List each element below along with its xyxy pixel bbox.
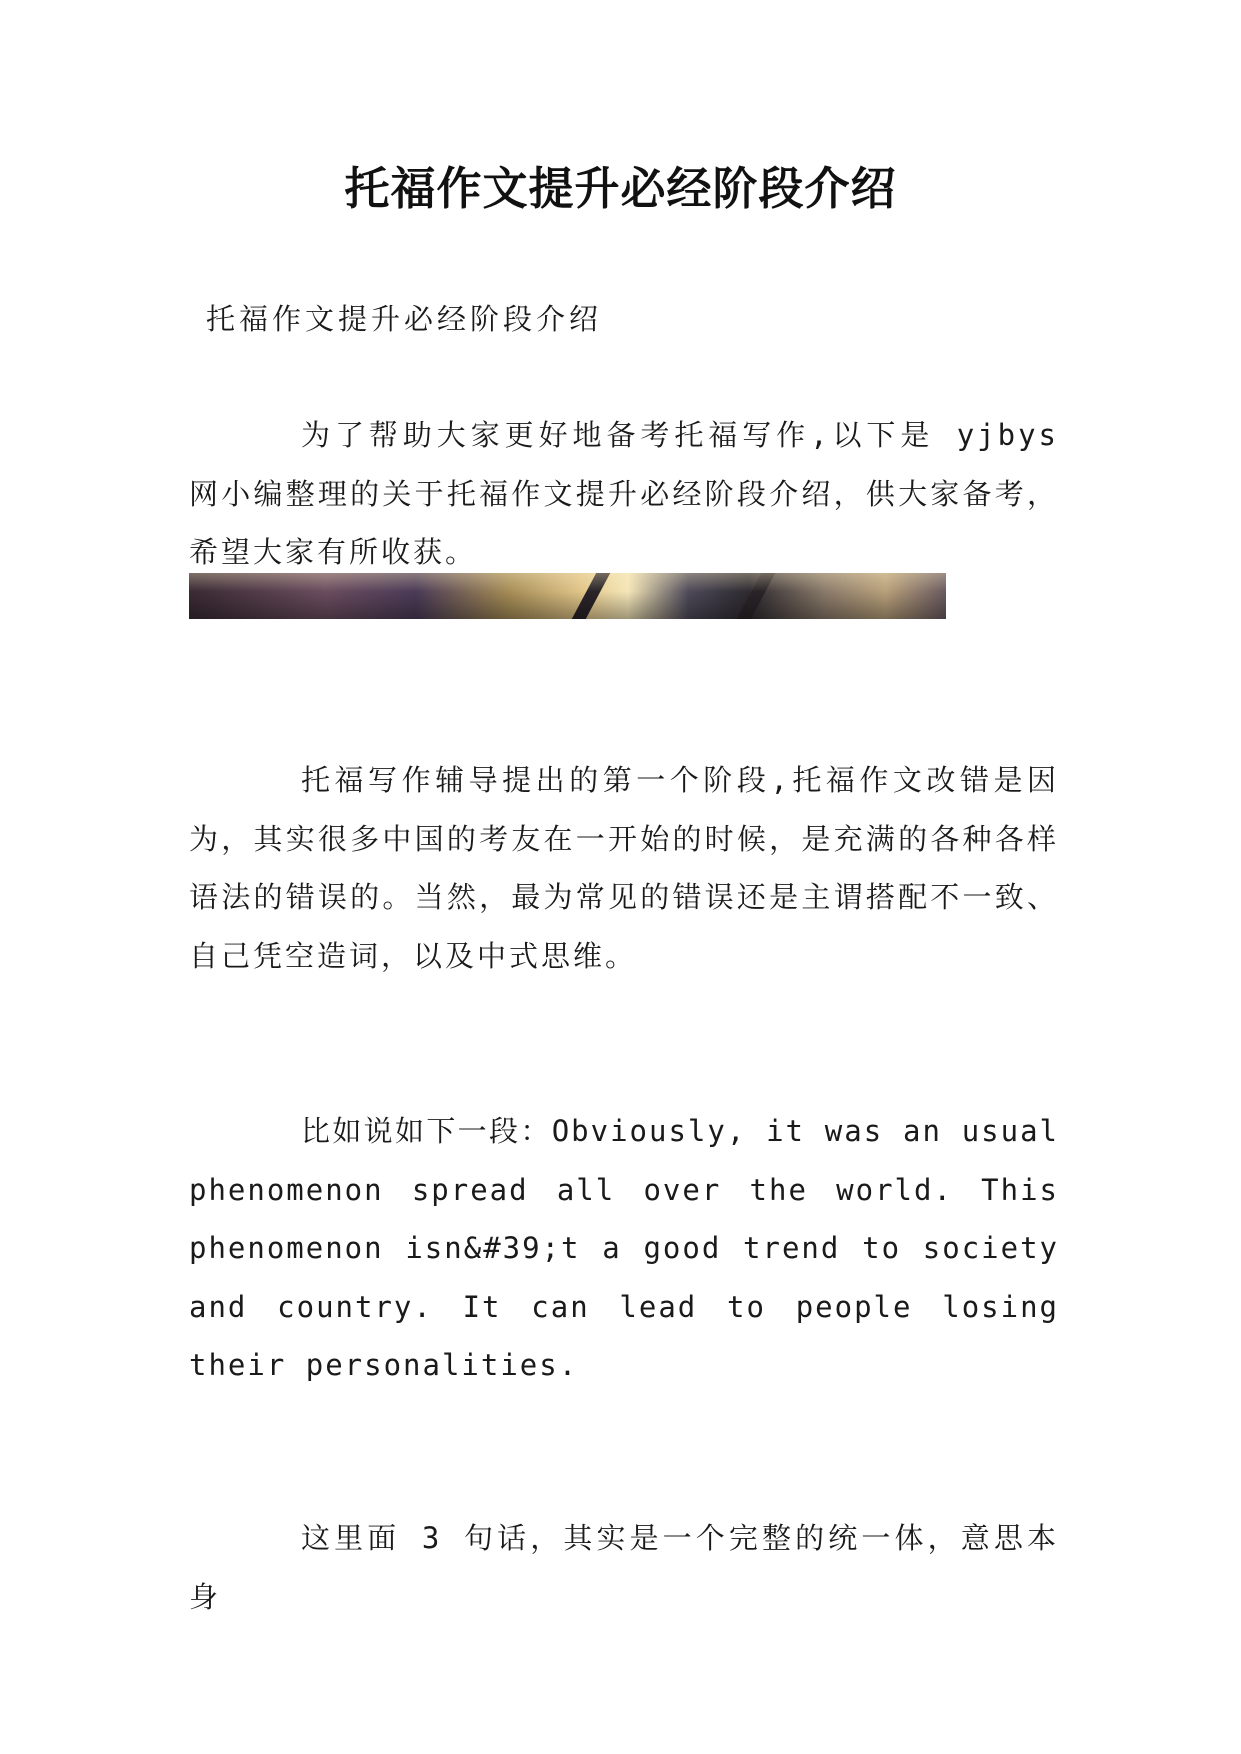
page-title: 托福作文提升必经阶段介绍 (344, 162, 897, 215)
intro-paragraph: 为了帮助大家更好地备考托福写作,以下是 yjbys 网小编整理的关于托福作文提升必经阶段介绍，供大家备考，希望大家有所收获。 (189, 418, 1059, 569)
document-subtitle: 托福作文提升必经阶段介绍 (206, 302, 603, 336)
example-paragraph: 比如说如下一段：Obviously, it was an usual phenomenon spread all over the world. This phenomenon isn&#39;t a good trend to society and country. It can lead to people losing their personalities. (189, 1114, 1059, 1382)
stage-one-paragraph: 托福写作辅导提出的第一个阶段,托福作文改错是因为，其实很多中国的考友在一开始的时候，是充满的各种各样语法的错误的。当然，最为常见的错误还是主谓搭配不一致、自己凭空造词，以及中式思维。 (189, 763, 1059, 973)
article-photo (189, 573, 946, 619)
analysis-paragraph: 这里面 3 句话，其实是一个完整的统一体，意思本身 (189, 1521, 1059, 1614)
photo-shading (189, 573, 946, 619)
